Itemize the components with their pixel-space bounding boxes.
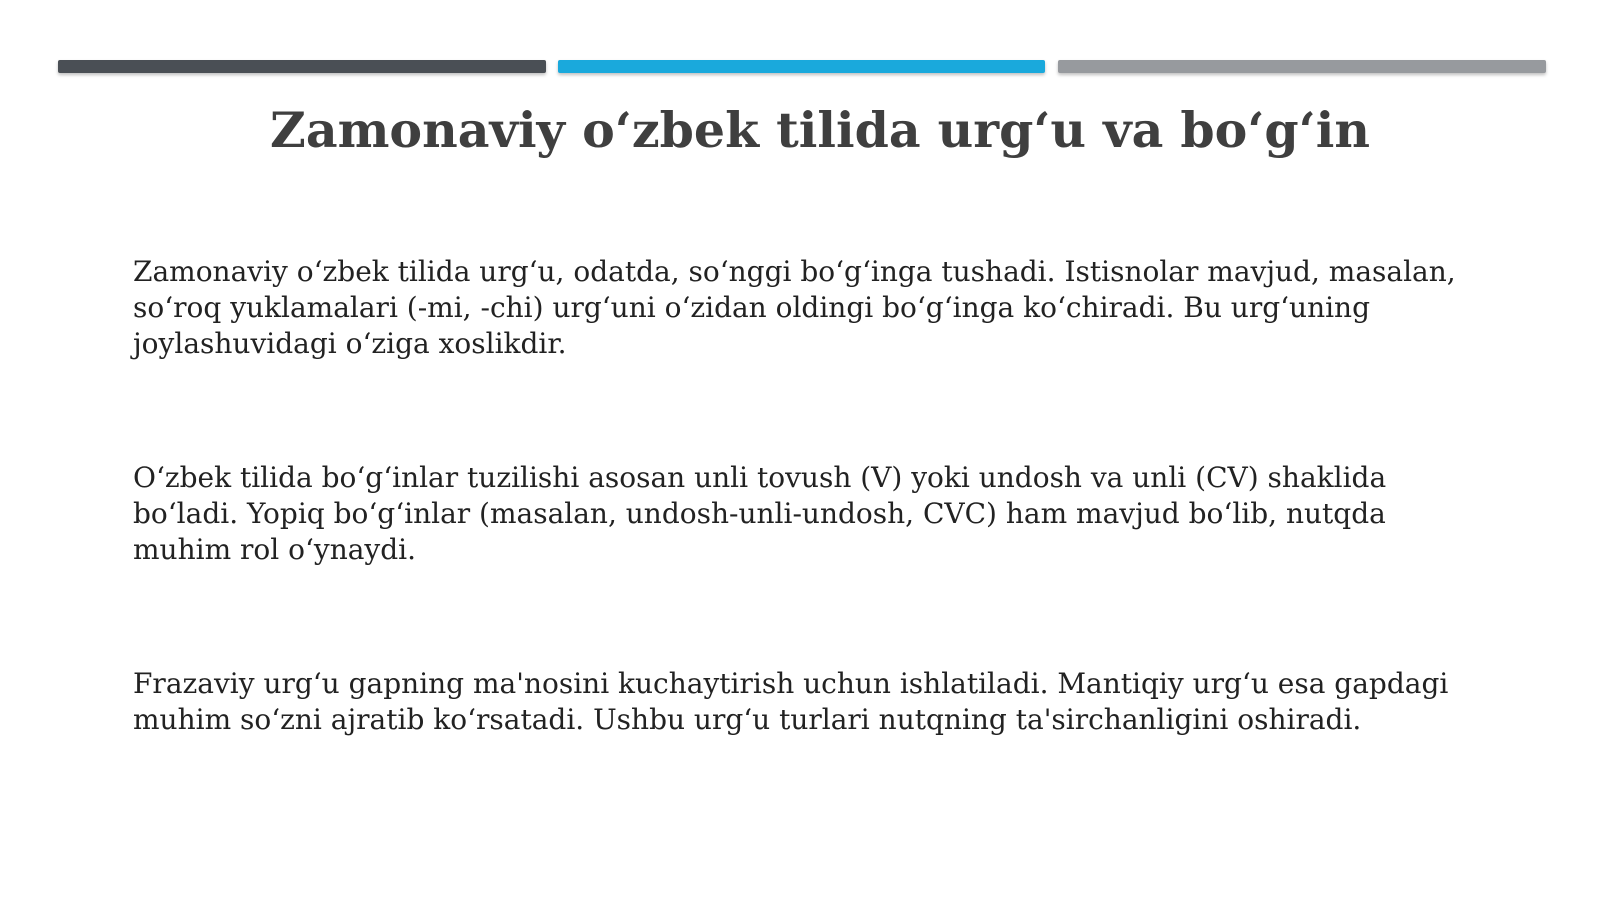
body-paragraph-syllables: O‘zbek tilida bo‘g‘inlar tuzilishi asosan unli tovush (V) yoki undosh va unli (CV) shaklida bo‘ladi. Yopiq bo‘g‘inlar (masalan, undosh-unli-undosh, CVC) ham mavjud bo‘lib, nutqda muhim rol o‘ynaydi. — [133, 461, 1387, 566]
body-paragraph-phrasal-stress: Frazaviy urg‘u gapning ma'nosini kuchaytirish uchun ishlatiladi. Mantiqiy urg‘u esa gapdagi muhim so‘zni ajratib ko‘rsatadi. Ushbu urg‘u turlari nutqning ta'sirchanligini oshiradi. — [133, 667, 1449, 736]
body-paragraph-stress: Zamonaviy o‘zbek tilida urg‘u, odatda, so‘nggi bo‘g‘inga tushadi. Istisnolar mavjud, masalan, so‘roq yuklamalari (-mi, -chi) urg‘uni o‘zidan oldingi bo‘g‘inga ko‘chiradi. Bu urg‘uning joylashuvidagi o‘ziga xoslikdir. — [133, 255, 1456, 360]
decorative-bar-right — [1058, 60, 1546, 73]
decorative-bar-middle — [558, 60, 1045, 73]
decorative-bar-left — [58, 60, 546, 73]
slide-title: Zamonaviy o‘zbek tilida urg‘u va bo‘g‘in — [270, 101, 1370, 159]
